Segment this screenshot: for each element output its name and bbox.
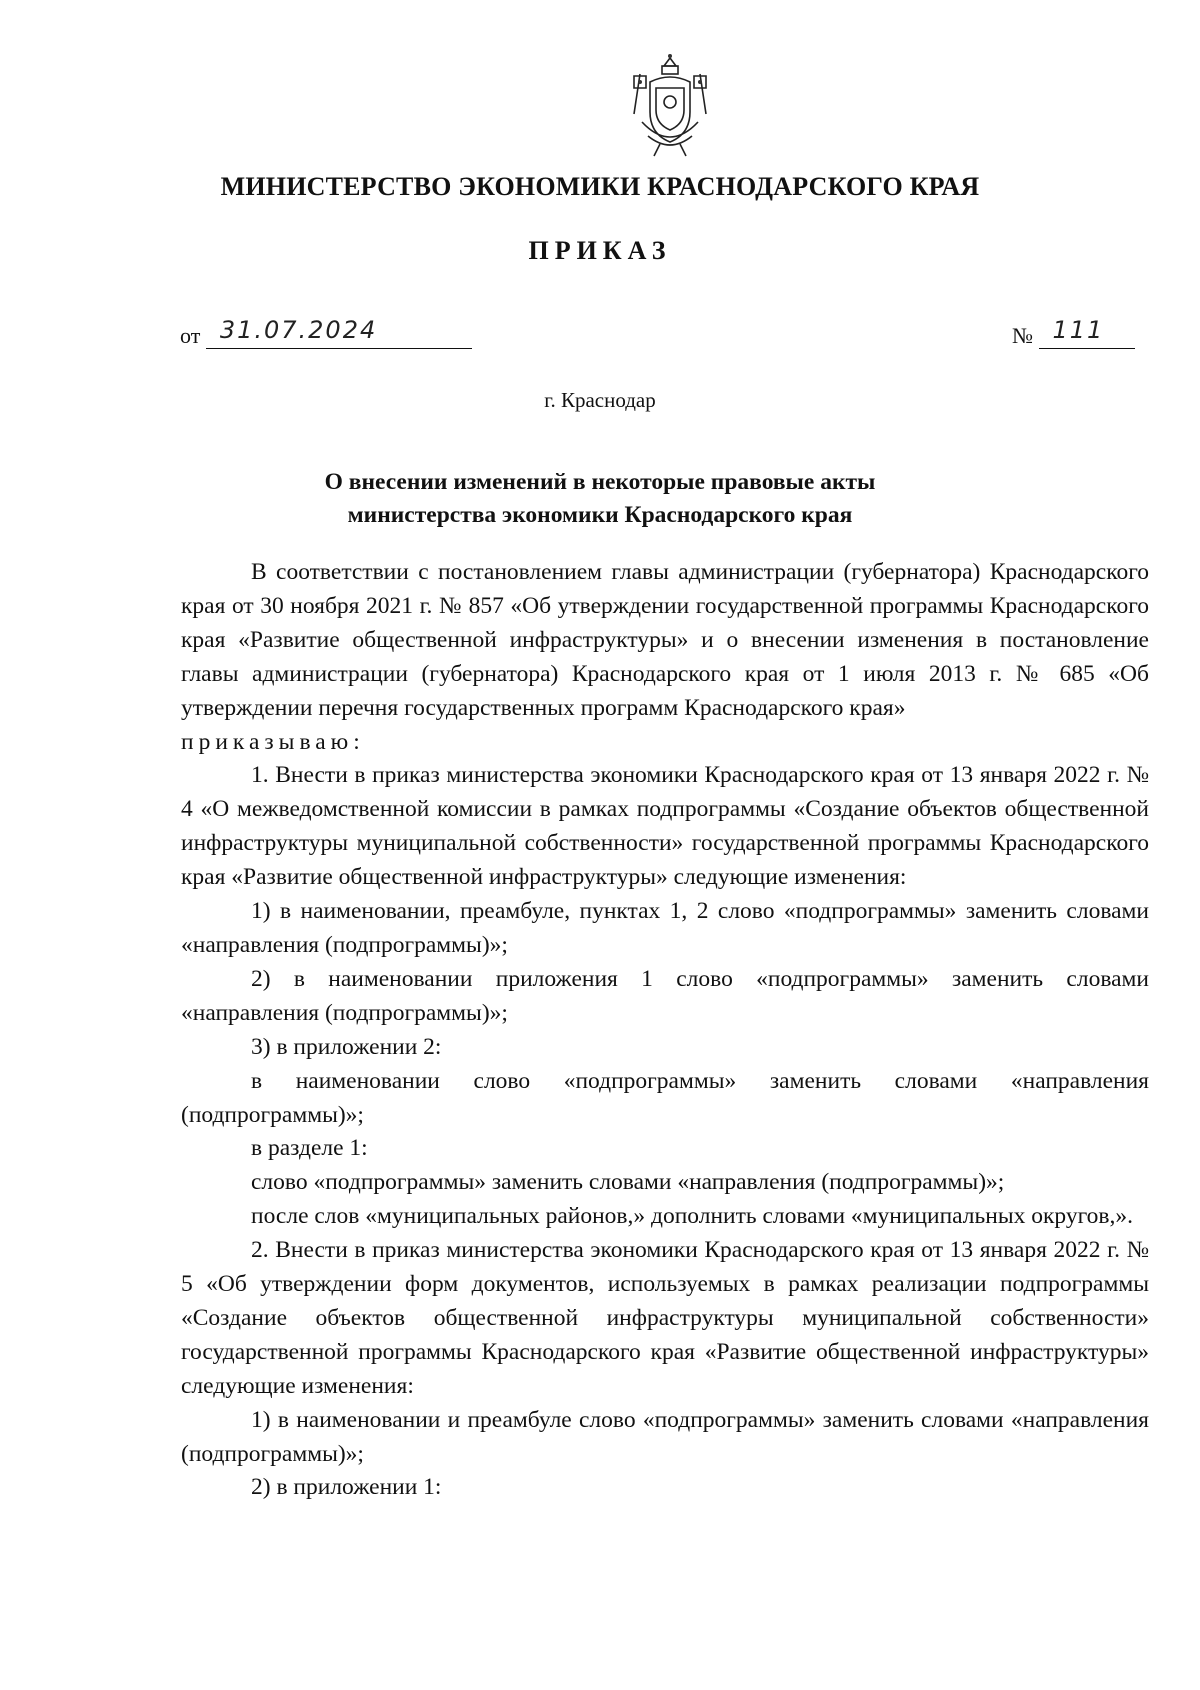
coat-of-arms-icon	[620, 52, 720, 162]
paragraph-1-3-b: в разделе 1:	[251, 1135, 368, 1162]
ministry-title: МИНИСТЕРСТВО ЭКОНОМИКИ КРАСНОДАРСКОГО КРАЯ	[220, 172, 980, 201]
paragraph-1-3-a: в наименовании слово «подпрограммы» заменить словами «направления (подпрограммы)»;	[181, 1067, 1149, 1128]
date-field	[180, 316, 472, 349]
paragraph-1: 1. Внести в приказ министерства экономики Краснодарского края от 13 января 2022 г. № 4 «О межведомственной комиссии в рамках подпрограммы «Создание объектов общественной инфраструктуры муниципальной собственности» государственной программы Краснодарского края «Развитие общественной инфраструктуры» следующие изменения:	[181, 762, 1149, 891]
preamble: В соответствии с постановлением главы администрации (губернатора) Краснодарского края от 30 ноября 2021 г. № 857 «Об утверждении государственной программы Краснодарского края «Развитие общественной инфраструктуры» и о внесении изменения в постановление главы администрации (губернатора) Краснодарского края от 1 июля 2013 г. № 685 «Об утверждении перечня государственных программ Краснодарского края»	[181, 559, 1149, 721]
number-handwritten: 111	[1052, 316, 1105, 344]
document-subject	[0, 466, 1200, 532]
paragraph-1-3-c: слово «подпрограммы» заменить словами «направления (подпрограммы)»;	[251, 1169, 1005, 1196]
date-handwritten: 31.07.2024	[219, 316, 378, 344]
city: г. Краснодар	[544, 388, 656, 412]
document-type: ПРИКАЗ	[528, 236, 672, 265]
paragraph-2-1: 1) в наименовании и преамбуле слово «подпрограммы» заменить словами «направления (подпрограммы)»;	[181, 1406, 1149, 1467]
date-line	[206, 316, 472, 349]
command-word: приказываю:	[181, 728, 365, 755]
number-field	[1012, 316, 1135, 349]
subject-line-2: министерства экономики Краснодарского края	[347, 502, 853, 528]
document-body	[181, 556, 1149, 1505]
paragraph-1-2: 2) в наименовании приложения 1 слово «подпрограммы» заменить словами «направления (подпрограммы)»;	[181, 965, 1149, 1026]
paragraph-1-3: 3) в приложении 2:	[251, 1033, 442, 1060]
number-line	[1039, 316, 1135, 349]
paragraph-1-3-d: после слов «муниципальных районов,» дополнить словами «муниципальных округов,».	[251, 1203, 1133, 1230]
paragraph-2: 2. Внести в приказ министерства экономики Краснодарского края от 13 января 2022 г. № 5 «Об утверждении форм документов, используемых в рамках реализации подпрограммы «Создание объектов общественной инфраструктуры муниципальной собственности» государственной программы Краснодарского края «Развитие общественной инфраструктуры» следующие изменения:	[181, 1237, 1149, 1399]
number-prefix: №	[1012, 323, 1033, 348]
subject-line-1: О внесении изменений в некоторые правовые акты	[324, 469, 876, 495]
date-prefix: от	[180, 323, 201, 348]
paragraph-1-1: 1) в наименовании, преамбуле, пунктах 1, 2 слово «подпрограммы» заменить словами «направления (подпрограммы)»;	[181, 898, 1149, 958]
paragraph-2-2: 2) в приложении 1:	[251, 1474, 442, 1501]
